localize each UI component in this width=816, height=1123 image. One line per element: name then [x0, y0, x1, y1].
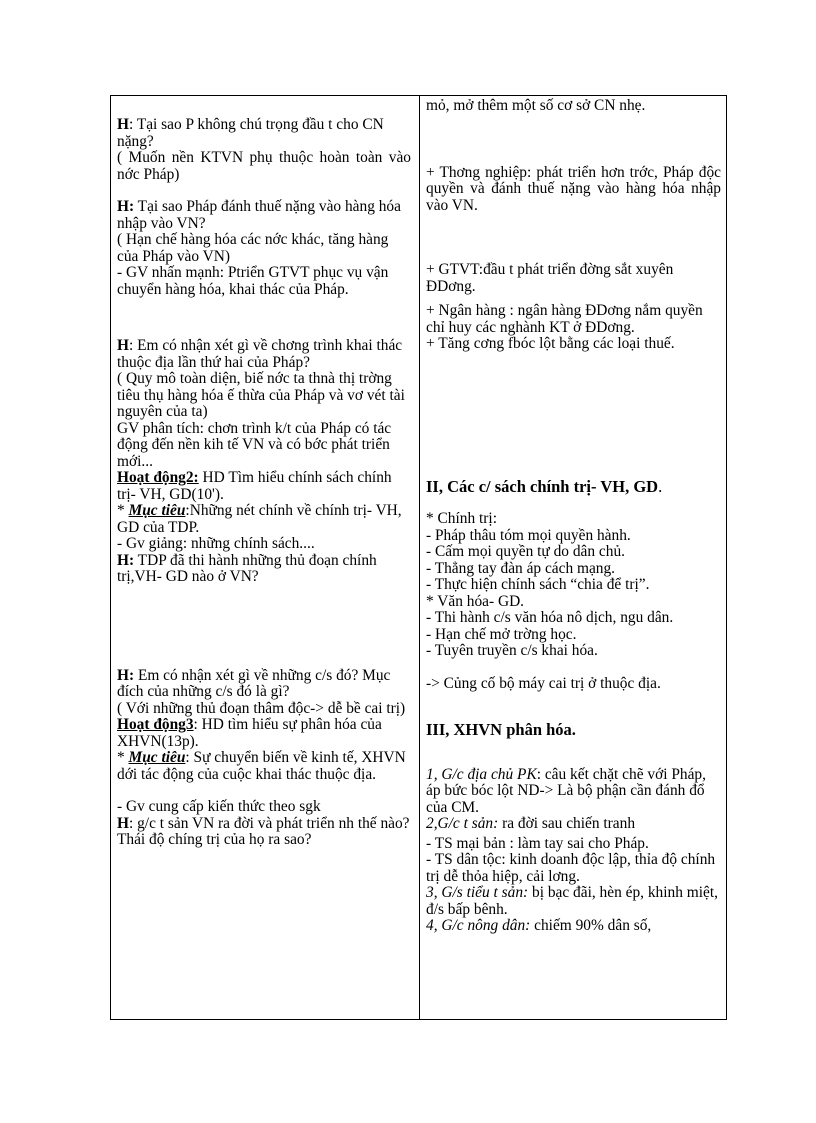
teacher-note-2: GV phân tích: chơn trình k/t của Pháp có tác động đến nền kih tế VN và có bớc phát triển mới... — [117, 419, 392, 470]
question-1: H: Tại sao P không chú trọng đầu t cho CN nặng? — [117, 116, 384, 150]
politics-item-4: - Thực hiện chính sách “chia để trị”. — [426, 576, 650, 593]
column-divider — [419, 96, 420, 1019]
lesson-table — [110, 95, 727, 1020]
politics-item-2: - Cấm mọi quyền tự do dân chủ. — [426, 543, 625, 560]
teacher-student-column — [117, 96, 411, 849]
answer-5: ( Với những thủ đoạn thâm độc-> dễ bề cai trị) — [117, 699, 406, 717]
teacher-note-3: - Gv giảng: những chính sách.... — [117, 535, 315, 552]
activity-2: Hoạt động2: HD Tìm hiểu chính sách chính trị- VH, GD(10'). — [117, 469, 392, 503]
class-1: 1, G/c địa chủ PK: câu kết chặt chẽ với Pháp, áp bức bóc lột ND-> Là bộ phận cần đánh đổ của CM. — [426, 765, 706, 816]
section-2-heading: II, Các c/ sách chính trị- VH, GD. — [426, 476, 663, 496]
commerce-point: + Thơng nghiệp: phát triển hơn trớc, Pháp độc quyền và đánh thuế nặng vào hàng hóa nhập vào VN. — [426, 163, 721, 214]
teacher-note-4: - Gv cung cấp kiến thức theo sgk — [117, 798, 321, 815]
culture-item-3: - Tuyên truyền c/s khai hóa. — [426, 642, 598, 659]
content-line-0: mỏ, mở thêm một số cơ sở CN nhẹ. — [426, 97, 646, 114]
tax-point: + Tăng cơng fbóc lột bằng các loại thuế. — [426, 335, 675, 352]
section-3-heading: III, XHVN phân hóa. — [426, 720, 576, 739]
question-4: H: TDP đã thi hành những thủ đoạn chính trị,VH- GD nào ở VN? — [117, 551, 377, 585]
politics-title: * Chính trị: — [426, 510, 497, 527]
class-2-item-2: - TS dân tộc: kinh doanh độc lập, thỉa độ chính trị dễ thỏa hiệp, cải lơng. — [426, 851, 716, 885]
bank-point: + Ngân hàng : ngân hàng ĐDơng nắm quyền chỉ huy các nghành KT ở ĐDơng. — [426, 302, 703, 336]
answer-1: ( Muốn nền KTVN phụ thuộc hoàn toàn vào nớc Pháp) — [117, 149, 411, 183]
question-2: H: Tại sao Pháp đánh thuế nặng vào hàng hóa nhập vào VN? — [117, 198, 401, 232]
question-6: H: g/c t sản VN ra đời và phát triển nh thế nào? Thái độ chíng trị của họ ra sao? — [117, 814, 410, 848]
answer-3: ( Quy mô toàn diện, biế nớc ta thnà thị trờng tiêu thụ hàng hóa ế thừa của Pháp và vơ vét tài nguyên của ta) — [117, 370, 405, 420]
culture-item-1: - Thi hành c/s văn hóa nô dịch, ngu dân. — [426, 609, 674, 626]
goal-3: * Mục tiêu: Sự chuyển biến về kinh tế, XHVN dới tác động của cuộc khai thác thuộc địa. — [117, 749, 406, 783]
teacher-note-1: - GV nhấn mạnh: Ptriển GTVT phục vụ vận chuyển hàng hóa, khai thác của Pháp. — [117, 264, 389, 298]
answer-2: ( Hạn chế hàng hóa các nớc khác, tăng hàng của Pháp vào VN) — [117, 231, 389, 265]
culture-conclusion: -> Củng cố bộ máy cai trị ở thuộc địa. — [426, 674, 661, 692]
class-2: 2,G/c t sản: ra đời sau chiến tranh — [426, 815, 636, 832]
activity-3: Hoạt động3: HD tìm hiểu sự phân hóa của XHVN(13p). — [117, 716, 382, 750]
culture-title: * Văn hóa- GD. — [426, 592, 525, 610]
politics-item-1: - Pháp thâu tóm mọi quyền hành. — [426, 526, 631, 544]
politics-item-3: - Thẳng tay đàn áp cách mạng. — [426, 559, 616, 577]
transport-point: + GTVT:đầu t phát triển đờng sắt xuyên ĐDơng. — [426, 261, 674, 295]
goal-2: * Mục tiêu:Những nét chính về chính trị- VH, GD của TDP. — [117, 502, 402, 536]
class-4: 4, G/c nông dân: chiếm 90% dân số, — [426, 917, 652, 934]
culture-item-2: - Hạn chế mở trờng học. — [426, 625, 577, 643]
class-3: 3, G/s tiểu t sản: bị bạc đãi, hèn ép, khinh miệt, đ/s bấp bênh. — [426, 884, 718, 918]
content-column — [426, 96, 721, 935]
question-3: H: Em có nhận xét gì về chơng trình khai thác thuộc địa lần thứ hai của Pháp? — [117, 337, 403, 371]
class-2-item-1: - TS mại bản : làm tay sai cho Pháp. — [426, 834, 649, 852]
question-5: H: Em có nhận xét gì về những c/s đó? Mục đích của những c/s đó là gì? — [117, 666, 391, 700]
